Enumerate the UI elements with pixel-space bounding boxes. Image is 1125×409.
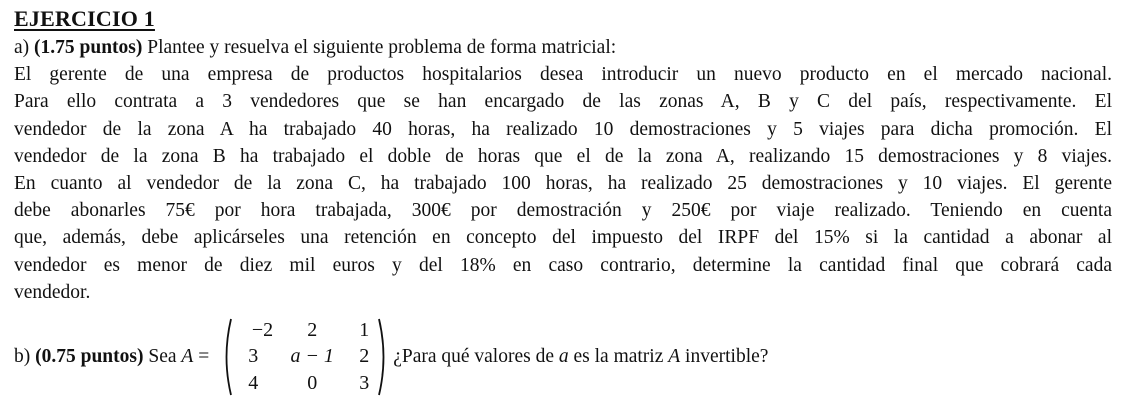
- question-after: invertible?: [680, 346, 769, 367]
- part-a-heading: [14, 34, 1112, 61]
- matrix-cell-3-1: 4: [248, 371, 259, 394]
- right-paren-icon: [377, 317, 389, 397]
- left-paren-icon: [221, 317, 233, 397]
- part-b-intro: Sea: [143, 346, 182, 367]
- problem-line-2: Para ello contrata a 3 vendedores que se han encargado de las zonas A, B y C del país, respectivamente. El: [14, 91, 1112, 113]
- part-a-instruction: Plantee y resuelva el siguiente problema de forma matricial:: [142, 37, 617, 58]
- question-var-a: a: [558, 346, 569, 367]
- problem-line-8: vendedor es menor de diez mil euros y del 18% en caso contrario, determine la cantidad final que cobrará cada: [14, 254, 1112, 276]
- matrix-cell-3-3: 3: [359, 371, 370, 394]
- part-a-prefix: a): [14, 37, 35, 58]
- matrix-a: [221, 317, 389, 397]
- matrix-cell-2-2: a − 1: [290, 345, 334, 367]
- matrix-cell-2-3: 2: [359, 345, 370, 367]
- exercise-title: EJERCICIO 1: [14, 6, 155, 31]
- problem-line-5: En cuanto al vendedor de la zona C, ha trabajado 100 horas, ha realizado 25 demostraciones y 10 viajes. El gerente: [14, 173, 1112, 195]
- matrix-cell-1-1: −2: [251, 318, 274, 341]
- part-b-points: (0.75 puntos): [35, 346, 144, 367]
- problem-line-6: debe abonarles 75€ por hora trabajada, 300€ por demostración y 250€ por viaje realizado. Teniendo en cuenta: [14, 200, 1112, 222]
- problem-line-1: El gerente de una empresa de productos hospitalarios desea introducir un nuevo producto en el mercado nacional.: [14, 64, 1112, 86]
- part-b-prefix: b): [14, 346, 36, 367]
- part-b-heading: [14, 346, 209, 368]
- matrix-cell-1-3: 1: [359, 318, 370, 341]
- matrix-cell-3-2: 0: [307, 371, 318, 394]
- question-middle: es la matriz: [568, 346, 669, 367]
- matrix-name: A: [181, 346, 194, 367]
- part-b: [14, 316, 774, 398]
- part-a-points: (1.75 puntos): [34, 37, 143, 58]
- question-var-matrix: A: [668, 346, 681, 367]
- problem-line-3: vendedor de la zona A ha trabajado 40 horas, ha realizado 10 demostraciones y 5 viajes para dicha promoción. El: [14, 118, 1112, 140]
- equals-sign: =: [193, 346, 210, 367]
- matrix-cell-2-1: 3: [248, 345, 259, 367]
- question-before: ¿Para qué valores de: [393, 346, 559, 367]
- part-b-question: [393, 346, 768, 368]
- matrix-grid: [233, 317, 377, 397]
- exercise-document: [14, 4, 1112, 306]
- matrix-cell-1-2: 2: [307, 318, 318, 341]
- problem-line-7: que, además, debe aplicárseles una retención en concepto del impuesto del IRPF del 15% si la cantidad a abonar al: [14, 227, 1112, 249]
- problem-line-4: vendedor de la zona B ha trabajado el doble de horas que el de la zona A, realizando 15 demostraciones y 8 viajes.: [14, 145, 1112, 167]
- problem-line-9: vendedor.: [14, 281, 91, 303]
